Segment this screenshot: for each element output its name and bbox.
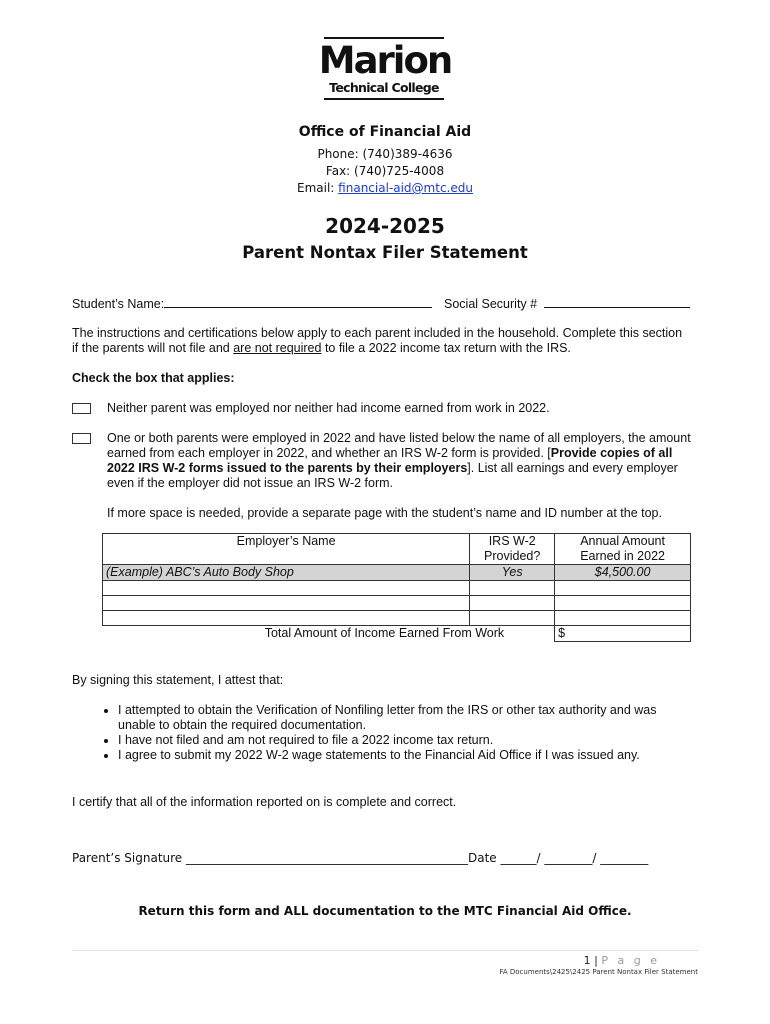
- total-value[interactable]: $: [555, 626, 691, 642]
- student-name-input[interactable]: [164, 295, 432, 308]
- employer-cell[interactable]: [103, 596, 470, 611]
- list-item: [118, 733, 728, 748]
- logo-bottom-rule: [324, 98, 444, 100]
- attest-item-1-line2: unable to obtain the required documentation.: [118, 718, 367, 732]
- total-label: Total Amount of Income Earned From Work: [103, 626, 555, 642]
- instructions-paragraph: [72, 326, 702, 356]
- ssn-label: Social Security #: [444, 297, 538, 311]
- attest-item-3: I agree to submit my 2022 W-2 wage statements to the Financial Aid Office if I was issued any.: [118, 748, 640, 762]
- option2-checkbox[interactable]: [72, 433, 91, 444]
- table-row-example: [103, 565, 691, 581]
- page-number: 1 | P a g e: [583, 954, 660, 967]
- option2-text: earned from each employer in 2022, and whether an IRS W-2 form is provided. [: [107, 446, 551, 460]
- table-row: [103, 611, 691, 626]
- form-title: Parent Nontax Filer Statement: [242, 243, 528, 262]
- office-fax: Fax: (740)725-4008: [325, 164, 445, 178]
- return-note: Return this form and ALL documentation to the MTC Financial Aid Office.: [138, 904, 632, 918]
- office-phone: Phone: (740)389-4636: [317, 147, 453, 161]
- college-logo-subtitle: Technical College: [329, 80, 439, 95]
- employer-table: [102, 533, 691, 642]
- ssn-field: [444, 295, 690, 311]
- instructions-text: if the parents will not file and: [72, 341, 234, 355]
- example-employer: (Example) ABC’s Auto Body Shop: [103, 565, 470, 581]
- attest-intro: By signing this statement, I attest that:: [72, 673, 284, 687]
- certify-statement: I certify that all of the information reported on is complete and correct.: [72, 795, 457, 809]
- option2-text-2: ]. List all earnings and every employer: [467, 461, 678, 475]
- employer-cell[interactable]: [103, 581, 470, 596]
- list-item: [118, 748, 728, 763]
- header-w2: [470, 534, 555, 565]
- office-email: [0, 181, 770, 195]
- list-item: [118, 703, 728, 733]
- option2-line-4: even if the employer did not issue an IRS W-2 form.: [107, 476, 394, 490]
- attest-list: [72, 703, 728, 763]
- example-amount: $4,500.00: [555, 565, 691, 581]
- header-employer: [103, 534, 470, 565]
- table-row: [103, 581, 691, 596]
- footer-rule: [72, 950, 698, 951]
- table-row: [103, 596, 691, 611]
- header-w2-line2: Provided?: [484, 549, 541, 563]
- page-number-value: 1: [583, 954, 591, 967]
- option2-bold-text-2: 2022 IRS W-2 forms issued to the parents by their employers: [107, 461, 468, 475]
- option2-label: [107, 431, 702, 491]
- option1-label: Neither parent was employed nor neither had income earned from work in 2022.: [107, 401, 550, 415]
- w2-cell[interactable]: [470, 581, 555, 596]
- page-label: P a g e: [601, 954, 660, 967]
- instructions-line-2: [72, 341, 702, 356]
- attest-item-1-line1: • I attempted to obtain the Verification of Nonfiling letter from the IRS or other tax authority and was: [118, 703, 657, 717]
- w2-cell[interactable]: [470, 596, 555, 611]
- option2-line-1: One or both parents were employed in 2022 and have listed below the name of all employers, the amount: [107, 431, 691, 445]
- office-title: Office of Financial Aid: [298, 124, 472, 140]
- employer-cell[interactable]: [103, 611, 470, 626]
- option2-bold-text: Provide copies of all: [550, 446, 673, 460]
- header-amount-line1: Annual Amount: [580, 534, 665, 548]
- document-path: FA Documents\2425\2425 Parent Nontax Filer Statement: [499, 968, 698, 976]
- option1-checkbox[interactable]: [72, 403, 91, 414]
- student-name-field: [72, 295, 432, 311]
- option2-line-3: [107, 461, 702, 476]
- amount-cell[interactable]: [555, 581, 691, 596]
- table-header-row: [103, 534, 691, 565]
- instructions-line-1: The instructions and certifications below apply to each parent included in the household. Complete this section: [72, 326, 683, 340]
- header-amount-line2: Earned in 2022: [580, 549, 665, 563]
- amount-cell[interactable]: [555, 596, 691, 611]
- aid-year: 2024-2025: [325, 214, 445, 238]
- more-space-note: If more space is needed, provide a separate page with the student’s name and ID number at the top.: [107, 506, 662, 520]
- header-w2-line1: IRS W-2: [488, 534, 536, 548]
- email-label: Email:: [297, 181, 339, 195]
- table-total-row: [103, 626, 691, 642]
- college-logo-name: Marion: [318, 39, 452, 82]
- option2-line-2: [107, 446, 702, 461]
- w2-cell[interactable]: [470, 611, 555, 626]
- email-link[interactable]: financial-aid@mtc.edu: [338, 181, 473, 195]
- header-employer-label: Employer’s Name: [236, 534, 336, 548]
- ssn-input[interactable]: [544, 295, 690, 308]
- example-w2: Yes: [470, 565, 555, 581]
- instructions-text-end: to file a 2022 income tax return with the IRS.: [321, 341, 571, 355]
- check-heading: Check the box that applies:: [72, 371, 235, 385]
- instructions-underlined: are not required: [233, 341, 322, 355]
- student-name-label: Student’s Name:: [72, 297, 165, 311]
- signature-line[interactable]: Parent’s Signature _______________________________________________Date ______/ ________/ ________: [72, 851, 649, 865]
- attest-item-2: I have not filed and am not required to file a 2022 income tax return.: [118, 733, 494, 747]
- header-amount: [555, 534, 691, 565]
- amount-cell[interactable]: [555, 611, 691, 626]
